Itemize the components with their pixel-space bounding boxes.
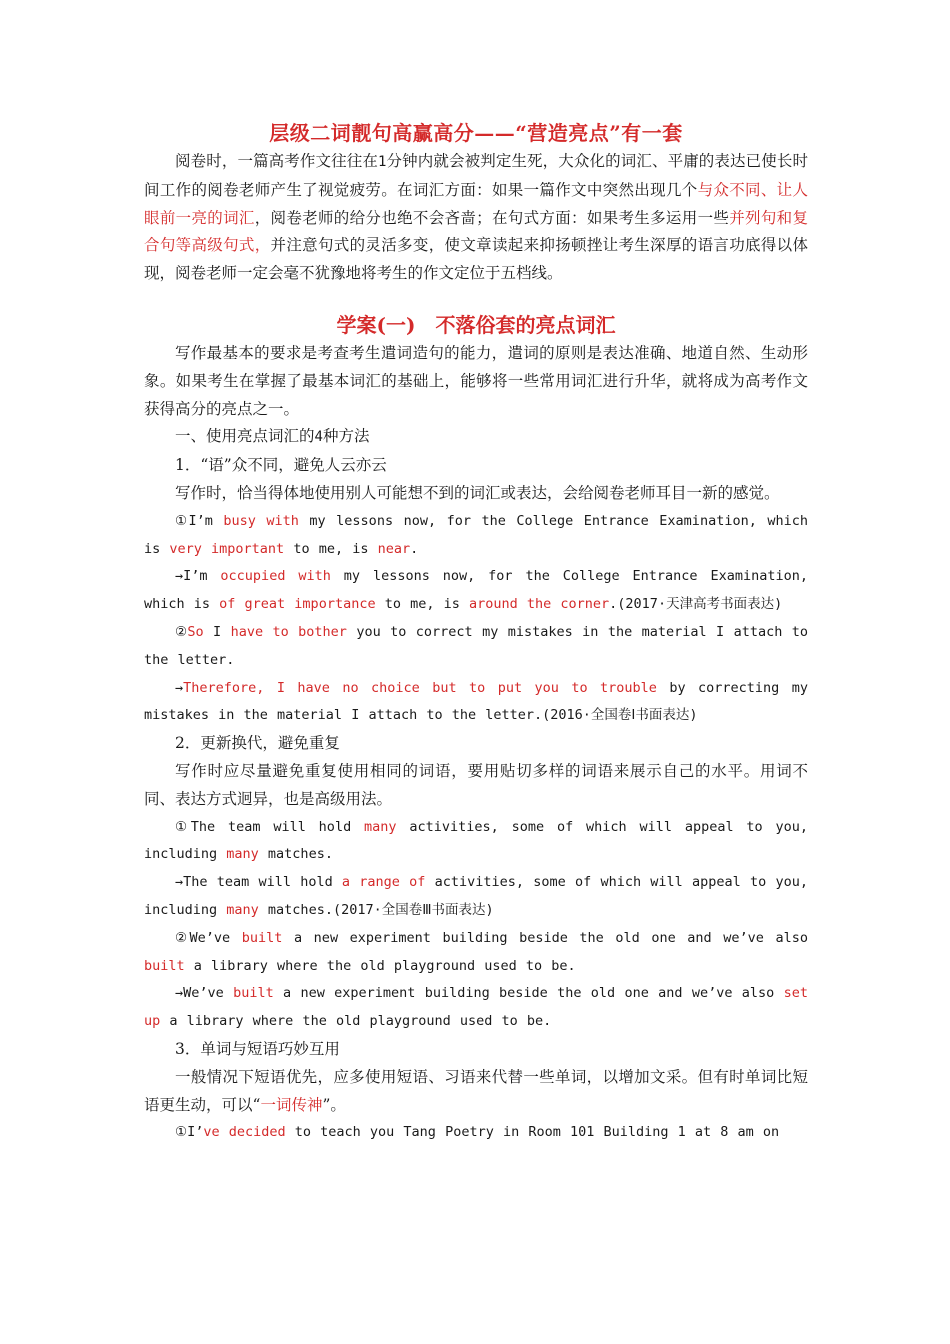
intro-text: ，阅卷老师的给分也绝不会吝啬；在句式方面：如果考生多运用一些 [254,208,730,227]
example-sentence: ①I’m busy with my lessons now, for the College Entrance Examination, which is very important to me, is near. [144,512,808,557]
example-sentence: ①I’ve decided to teach you Tang Poetry in Room 101 Building 1 at 8 am on [175,1124,780,1141]
intro-text: 分钟内就会被判定生死，大众化的词汇、平庸的表达已使长时间工作的阅卷老师产生了视觉疲劳。在词汇方面：如果一篇作文中突然出现几个 [144,152,808,199]
method-1-desc: 写作时，恰当得体地使用别人可能想不到的词汇或表达，会给阅卷老师耳目一新的感觉。 [175,483,780,502]
example-sentence: →We’ve built a new experiment building beside the old one and we’ve also set up a library where the old playground used to be. [144,985,808,1030]
section-intro: 写作最基本的要求是考查考生遣词造句的能力，遣词的原则是表达准确、地道自然、生动形象。如果考生在掌握了最基本词汇的基础上，能够将一些常用词汇进行升华，就将成为高考作文获得高分的亮点之一。 [144,343,808,418]
section-title: 学案(一) 不落俗套的亮点词汇 [336,312,616,337]
example-sentence: →The team will hold a range of activities, some of which will appeal to you, including many matches.(2017·全国卷Ⅲ书面表达) [144,874,808,918]
intro-paragraph [144,148,808,288]
method-2-title: 2．更新换代，避免重复 [175,734,340,753]
example-sentence: ①The team will hold many activities, some of which will appeal to you, including many matches. [144,818,809,863]
method-2-desc: 写作时应尽量避免重复使用相同的词语，要用贴切多样的词语来展示自己的水平。用词不同、表达方式迥异，也是高级用法。 [144,761,808,808]
intro-number: 1 [377,154,387,170]
intro-text: 并注意句式的灵活多变，使文章读起来抑扬顿挫让考生深厚的语言功底得以体现，阅卷老师一定会毫不犹豫地将考生的作文定位于五档线。 [144,236,808,283]
document-page [144,118,808,1147]
heading-methods: 一、使用亮点词汇的4种方法 [175,427,370,446]
method-1-title: 1．“语”众不同，避免人云亦云 [175,456,387,475]
example-sentence: →I’m occupied with my lessons now, for the College Entrance Examination, which is of great importance to me, is around the corner.(2017·天津高考书面表达) [144,568,808,613]
page-title: 层级二词靓句高赢高分——“营造亮点”有一套 [269,121,683,145]
example-sentence: ②So I have to bother you to correct my mistakes in the material I attach to the letter. [144,623,808,668]
example-sentence: ②We’ve built a new experiment building beside the old one and we’ve also built a library where the old playground used to be. [144,929,808,974]
intro-highlight: 并列句和复合句等高级句式， [144,208,808,255]
intro-highlight: 与众不同、让人眼前一亮的词汇 [144,180,808,227]
example-sentence: →Therefore, I have no choice but to put you to trouble by correcting my mistakes in the material I attach to the letter.(2016·全国卷Ⅰ书面表达) [144,679,808,724]
intro-text: 阅卷时，一篇高考作文往往在 [175,152,378,170]
method-3-desc: 一般情况下短语优先，应多使用短语、习语来代替一些单词，以增加文采。但有时单词比短语更生动，可以“一词传神”。 [144,1067,808,1114]
method-3-title: 3．单词与短语巧妙互用 [175,1039,340,1058]
